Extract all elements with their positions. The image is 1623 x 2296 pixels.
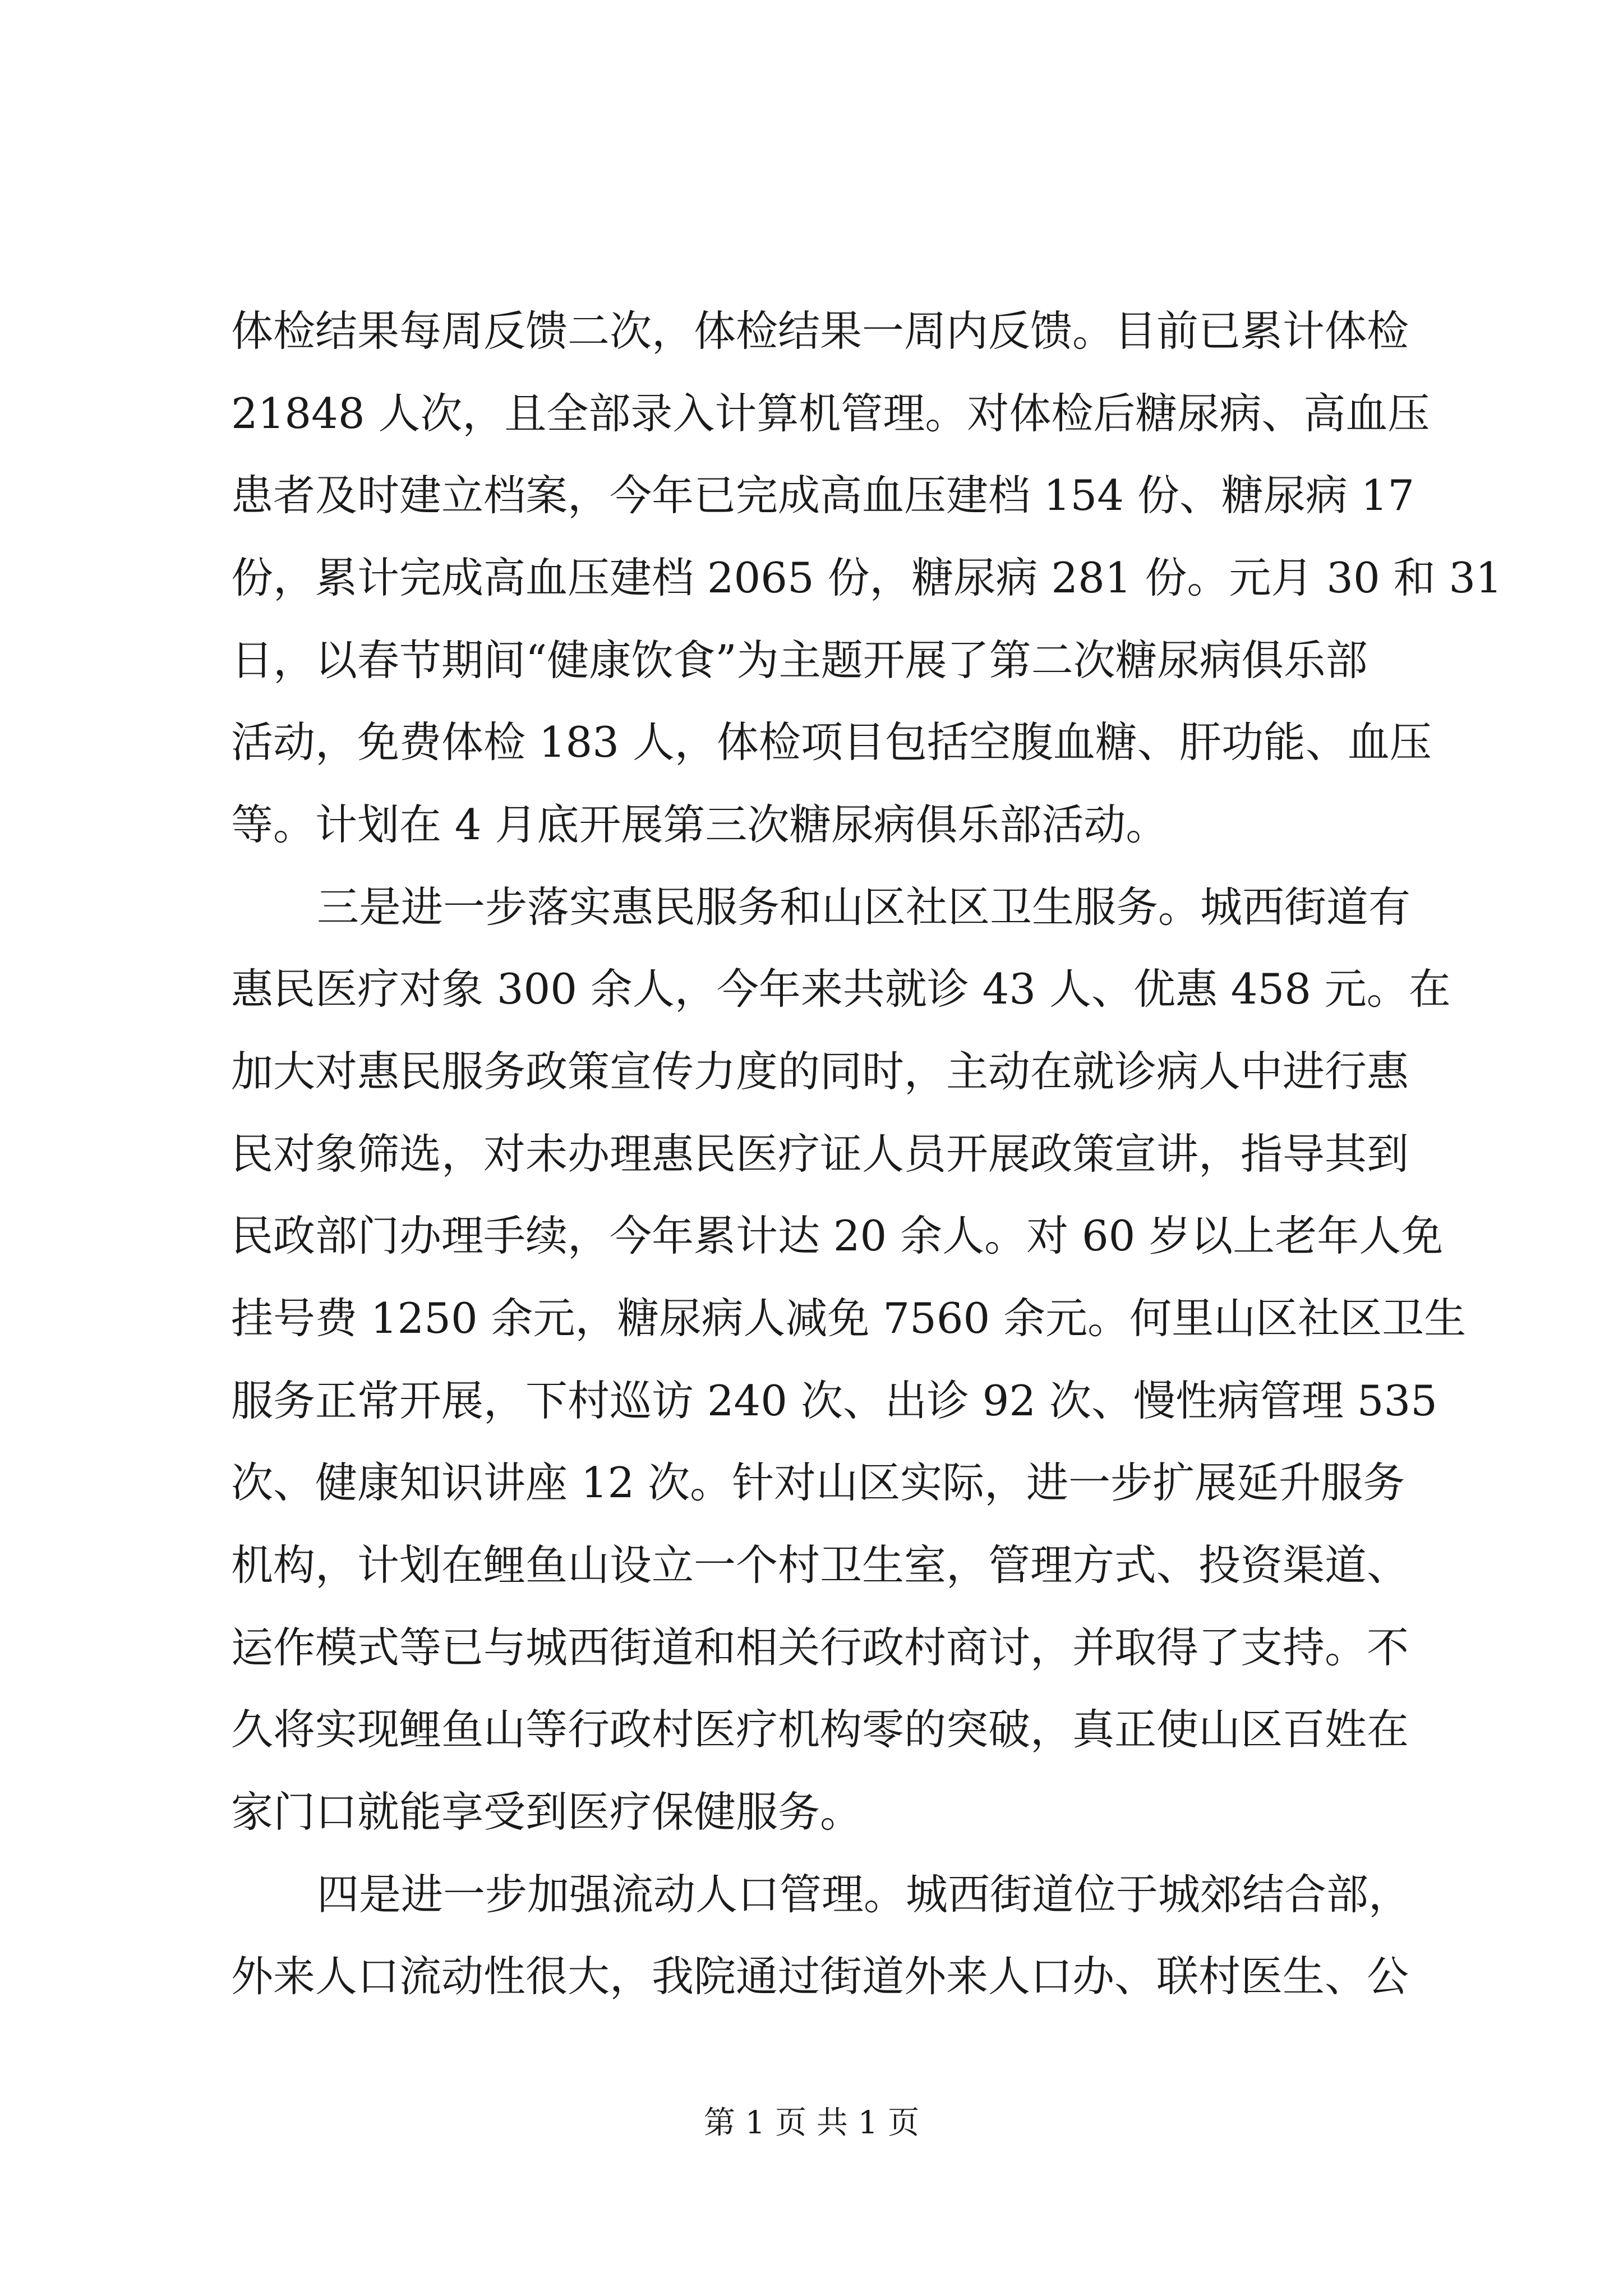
text-line: 机构，计划在鲤鱼山设立一个村卫生室，管理方式、投资渠道、 bbox=[231, 1540, 1409, 1590]
text-line: 等。计划在 4 月底开展第三次糖尿病俱乐部活动。 bbox=[231, 800, 1168, 849]
paragraph-start-line: 三是进一步落实惠民服务和山区社区卫生服务。城西街道有 bbox=[317, 882, 1411, 932]
text-line: 患者及时建立档案，今年已完成高血压建档 154 份、糖尿病 17 bbox=[231, 471, 1415, 520]
text-line: 次、健康知识讲座 12 次。针对山区实际，进一步扩展延升服务 bbox=[231, 1458, 1405, 1507]
text-line: 外来人口流动性很大，我院通过街道外来人口办、联村医生、公 bbox=[231, 1952, 1409, 2001]
page-footer: 第 1 页 共 1 页 bbox=[703, 2105, 920, 2141]
text-line: 份，累计完成高血压建档 2065 份，糖尿病 281 份。元月 30 和 31 bbox=[231, 553, 1502, 602]
text-line: 民政部门办理手续，今年累计达 20 余人。对 60 岁以上老年人免 bbox=[231, 1211, 1444, 1260]
text-line: 惠民医疗对象 300 余人，今年来共就诊 43 人、优惠 458 元。在 bbox=[231, 964, 1451, 1014]
text-line: 挂号费 1250 余元，糖尿病人减免 7560 余元。何里山区社区卫生 bbox=[231, 1294, 1467, 1343]
text-line: 日，以春节期间“健康饮食”为主题开展了第二次糖尿病俱乐部 bbox=[231, 636, 1368, 685]
text-line: 21848 人次，且全部录入计算机管理。对体检后糖尿病、高血压 bbox=[231, 389, 1430, 438]
paragraph-start-line: 四是进一步加强流动人口管理。城西街道位于城郊结合部， bbox=[317, 1870, 1411, 1919]
text-line: 活动，免费体检 183 人，体检项目包括空腹血糖、肝功能、血压 bbox=[231, 717, 1432, 767]
text-line: 运作模式等已与城西街道和相关行政村商讨，并取得了支持。不 bbox=[231, 1623, 1409, 1672]
text-line: 服务正常开展，下村巡访 240 次、出诊 92 次、慢性病管理 535 bbox=[231, 1376, 1437, 1425]
text-line: 体检结果每周反馈二次，体检结果一周内反馈。目前已累计体检 bbox=[231, 306, 1409, 356]
text-line: 久将实现鲤鱼山等行政村医疗机构零的突破，真正使山区百姓在 bbox=[231, 1705, 1409, 1754]
text-line: 家门口就能享受到医疗保健服务。 bbox=[231, 1787, 863, 1837]
text-line: 民对象筛选，对未办理惠民医疗证人员开展政策宣讲，指导其到 bbox=[231, 1129, 1409, 1179]
text-line: 加大对惠民服务政策宣传力度的同时，主动在就诊病人中进行惠 bbox=[231, 1047, 1409, 1096]
